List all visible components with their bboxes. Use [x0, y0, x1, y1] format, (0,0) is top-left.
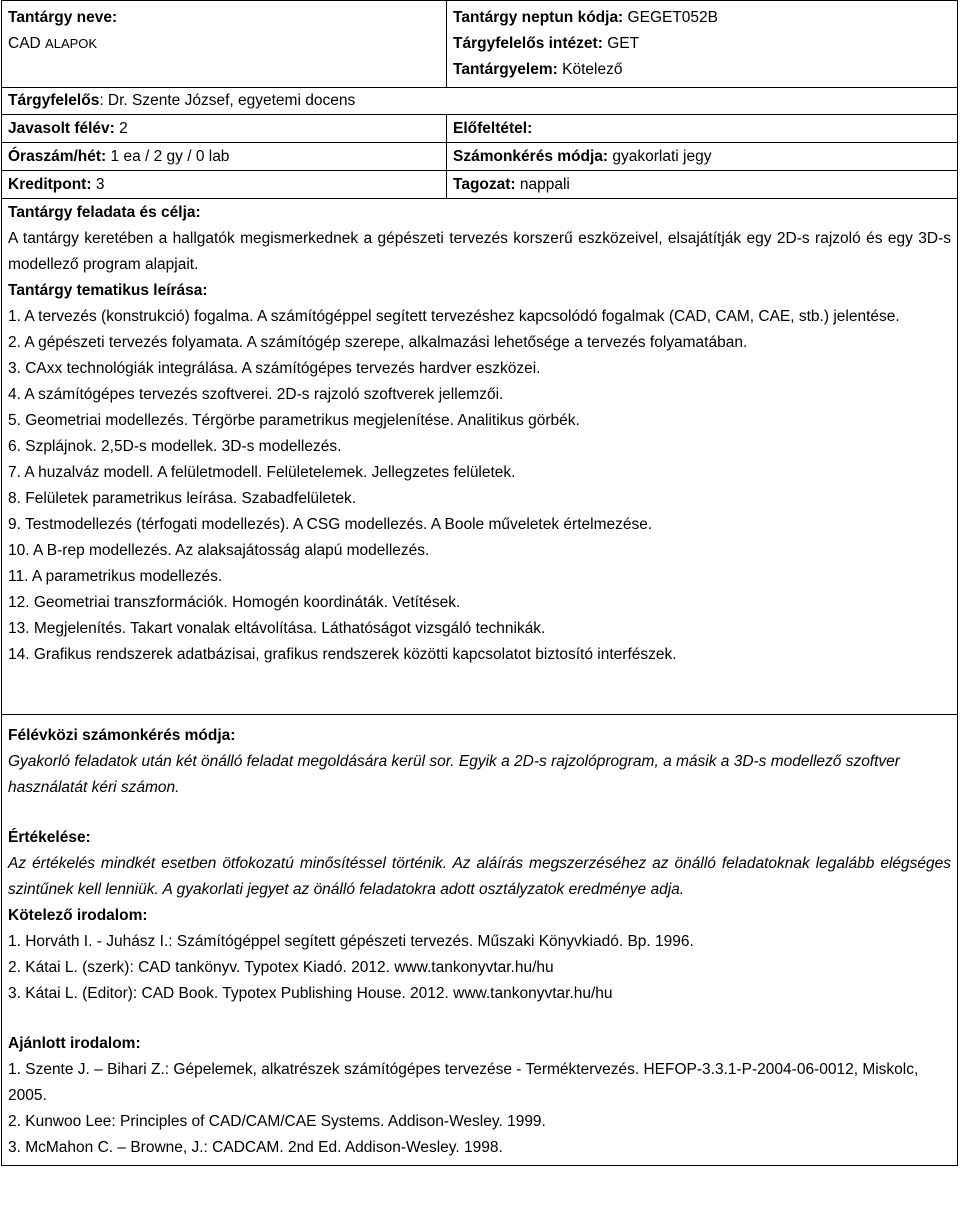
neptun-label: Tantárgy neptun kódja: [453, 9, 624, 26]
content-cell [2, 199, 958, 715]
goal-label: Tantárgy feladata és célja: [8, 204, 201, 221]
element-label: Tantárgyelem: [453, 61, 558, 78]
assessment-cell [2, 715, 958, 1166]
topic-item: 13. Megjelenítés. Takart vonalak eltávolítása. Láthatóságot vizsgáló technikák. [8, 620, 546, 637]
subject-element [453, 57, 951, 83]
topic-item: 11. A parametrikus modellezés. [8, 568, 223, 585]
semester-row [2, 115, 958, 143]
credit-cell [2, 171, 447, 199]
hours-row [2, 143, 958, 171]
subject-name-first: CAD [8, 35, 41, 52]
evaluation-text: Az értékelés mindkét esetben ötfokozatú minősítéssel történik. Az aláírás megszerzéséhez az önálló feladatoknak legalább elégséges szintűnek kell lenniük. A gyakorlati jegyet az önálló feladatokra adott osztályzatok eredménye adja. [8, 855, 951, 898]
topic-item: 8. Felületek parametrikus leírása. Szabadfelületek. [8, 490, 357, 507]
topic-item: 9. Testmodellezés (térfogati modellezés). A CSG modellezés. A Boole műveletek értelmezése. [8, 516, 653, 533]
recommended-lit-item: 2. Kunwoo Lee: Principles of CAD/CAM/CAE Systems. Addison-Wesley. 1999. [8, 1113, 546, 1130]
topic-item: 4. A számítógépes tervezés szoftverei. 2D-s rajzoló szoftverek jellemzői. [8, 386, 504, 403]
responsible-label: Tárgyfelelős [8, 92, 100, 109]
prerequisite [453, 116, 951, 142]
required-lit-list [8, 929, 951, 1007]
subject-name-rest: ALAPOK [45, 36, 98, 51]
recommended-lit-list [8, 1057, 951, 1161]
institute-value: GET [607, 35, 640, 52]
evaluation-label: Értékelése: [8, 829, 91, 846]
responsible [8, 88, 951, 114]
exam-label: Számonkérés módja: [453, 148, 609, 165]
subject-name-cell [2, 1, 447, 88]
spacer [8, 1007, 951, 1031]
header-row-1 [2, 1, 958, 88]
credit-value: 3 [95, 176, 105, 193]
topic-item: 2. A gépészeti tervezés folyamata. A számítógép szerepe, alkalmazási lehetősége a tervezés folyamatában. [8, 334, 748, 351]
exam-type [453, 144, 951, 170]
responsible-cell [2, 88, 958, 115]
recommended-lit-item: 3. McMahon C. – Browne, J.: CADCAM. 2nd Ed. Addison-Wesley. 1998. [8, 1139, 503, 1156]
hours-cell [2, 143, 447, 171]
semester-cell [2, 115, 447, 143]
responsible-row [2, 88, 958, 115]
neptun-value: GEGET052B [627, 9, 719, 26]
exam-value: gyakorlati jegy [612, 148, 712, 165]
required-lit-item: 1. Horváth I. - Juhász I.: Számítógéppel segített gépészeti tervezés. Műszaki Könyvkiadó. Bp. 1996. [8, 933, 694, 950]
prereq-label: Előfeltétel: [453, 120, 533, 137]
credit-label: Kreditpont: [8, 176, 92, 193]
topic-item: 14. Grafikus rendszerek adatbázisai, grafikus rendszerek közötti kapcsolatot biztosító interfészek. [8, 646, 677, 663]
institute [453, 31, 951, 57]
subject-name-value [8, 31, 440, 57]
goal-text: A tantárgy keretében a hallgatók megismerkednek a gépészeti tervezés korszerű eszközeivel, elsajátítják egy 2D-s rajzoló és egy 3D-s modellező program alapjait. [8, 230, 951, 273]
topic-item: 12. Geometriai transzformációk. Homogén koordináták. Vetítések. [8, 594, 461, 611]
hours [8, 144, 440, 170]
institute-label: Tárgyfelelős intézet: [453, 35, 603, 52]
topics-label: Tantárgy tematikus leírása: [8, 282, 208, 299]
semester [8, 116, 440, 142]
midterm-text: Gyakorló feladatok után két önálló feladat megoldására kerül sor. Egyik a 2D-s rajzolóprogram, a másik a 3D-s modellező szoftver használatát kéri számon. [8, 753, 900, 796]
responsible-value: : Dr. Szente József, egyetemi docens [99, 92, 356, 109]
topics-list [8, 304, 951, 668]
hours-value: 1 ea / 2 gy / 0 lab [110, 148, 230, 165]
recommended-lit-label: Ajánlott irodalom: [8, 1035, 141, 1052]
semester-value: 2 [119, 120, 128, 137]
topic-item: 5. Geometriai modellezés. Térgörbe parametrikus megjelenítése. Analitikus görbék. [8, 412, 580, 429]
midterm-label: Félévközi számonkérés módja: [8, 727, 236, 744]
division [453, 172, 951, 198]
hours-label: Óraszám/hét: [8, 148, 107, 165]
topic-item: 7. A huzalváz modell. A felületmodell. Felületelemek. Jellegzetes felületek. [8, 464, 516, 481]
topic-item: 1. A tervezés (konstrukció) fogalma. A számítógéppel segített tervezéshez kapcsolódó fogalmak (CAD, CAM, CAE, stb.) jelentése. [8, 308, 900, 325]
credit [8, 172, 440, 198]
credit-row [2, 171, 958, 199]
required-lit-item: 2. Kátai L. (szerk): CAD tankönyv. Typotex Kiadó. 2012. www.tankonyvtar.hu/hu [8, 959, 554, 976]
division-label: Tagozat: [453, 176, 516, 193]
assessment-row [2, 715, 958, 1166]
division-value: nappali [519, 176, 570, 193]
prereq-cell [447, 115, 958, 143]
division-cell [447, 171, 958, 199]
content-row [2, 199, 958, 715]
subject-name-label: Tantárgy neve: [8, 9, 118, 26]
topic-item: 6. Szplájnok. 2,5D-s modellek. 3D-s modellezés. [8, 438, 342, 455]
required-lit-label: Kötelező irodalom: [8, 907, 148, 924]
subject-codes-cell [447, 1, 958, 88]
neptun-code [453, 5, 951, 31]
spacer [8, 801, 951, 825]
exam-cell [447, 143, 958, 171]
semester-label: Javasolt félév: [8, 120, 115, 137]
topic-item: 10. A B-rep modellezés. Az alaksajátosság alapú modellezés. [8, 542, 430, 559]
course-sheet [1, 0, 959, 1166]
recommended-lit-item: 1. Szente J. – Bihari Z.: Gépelemek, alkatrészek számítógépes tervezése - Terméktervezés. HEFOP-3.3.1-P-2004-06-0012, Miskolc, 2005. [8, 1061, 919, 1104]
course-table [1, 0, 958, 1166]
element-value: Kötelező [562, 61, 623, 78]
required-lit-item: 3. Kátai L. (Editor): CAD Book. Typotex Publishing House. 2012. www.tankonyvtar.hu/hu [8, 985, 613, 1002]
topic-item: 3. CAxx technológiák integrálása. A számítógépes tervezés hardver eszközei. [8, 360, 541, 377]
